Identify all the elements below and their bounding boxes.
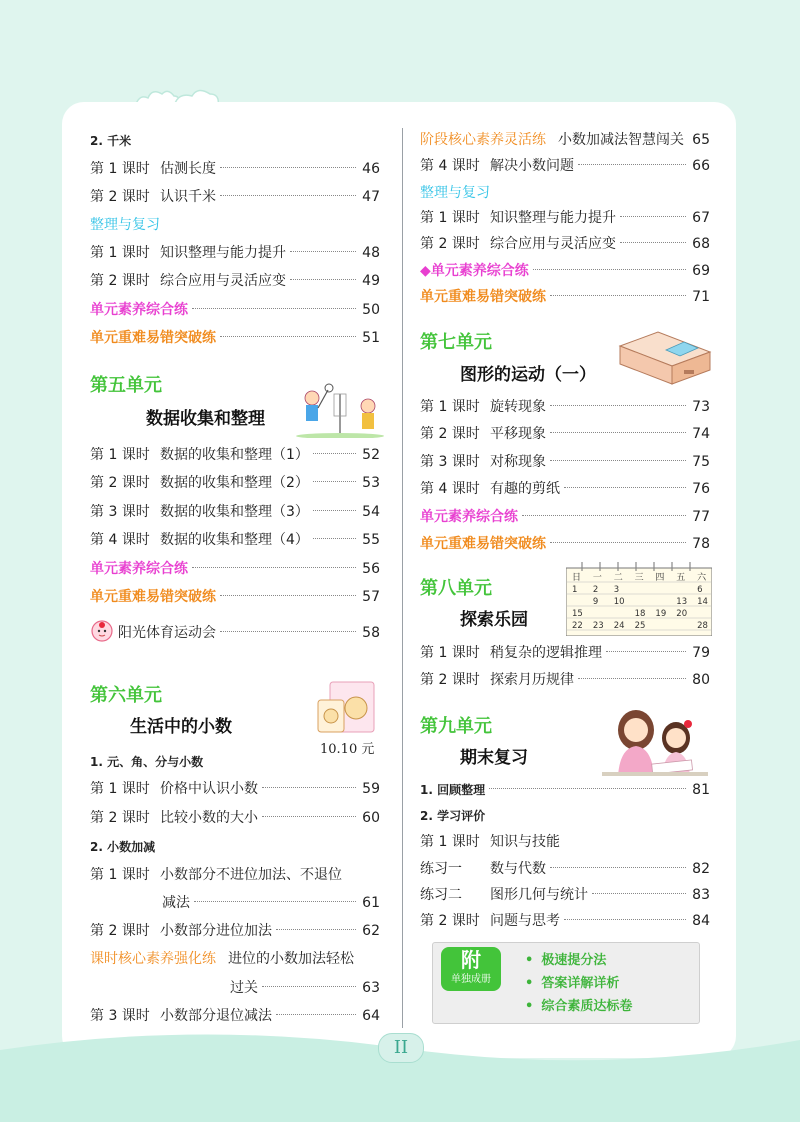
dot-leader	[313, 538, 356, 539]
dot-leader	[192, 567, 356, 568]
column-divider	[402, 128, 403, 1028]
toc-entry[interactable]: 第 1 课时 知识整理与能力提升 48	[90, 241, 380, 265]
dot-leader	[290, 279, 356, 280]
toc-entry[interactable]: 第 2 课时 认识千米 47	[90, 185, 380, 209]
toc-entry[interactable]: 第 1 课时 知识整理与能力提升 67	[420, 210, 710, 226]
entry-title: 数据的收集和整理（3）	[160, 504, 309, 520]
appendix-box	[432, 942, 700, 1024]
toc-entry[interactable]: 第 3 课时 小数部分退位减法 64	[90, 1008, 380, 1024]
mascot-icon	[90, 619, 114, 643]
unit-name: 图形的运动（一）	[460, 365, 596, 385]
calendar-day: 13	[676, 597, 688, 607]
calendar-day: 15	[572, 609, 583, 619]
toc-entry[interactable]: 第 3 课时 数据的收集和整理（3） 54	[90, 504, 380, 520]
mother-daughter-illustration	[602, 706, 708, 776]
toc-entry-practice[interactable]: 单元素养综合练 56	[90, 561, 380, 577]
dot-leader	[220, 595, 356, 596]
dot-leader	[276, 1014, 356, 1015]
calendar-day: 6	[697, 585, 703, 595]
appendix-item: • 答案详解详析	[525, 972, 632, 995]
unit-title: 第九单元	[420, 716, 492, 737]
entry-title: 知识整理与能力提升	[490, 210, 616, 226]
calendar-day: 10	[613, 597, 625, 607]
entry-title: 阳光体育运动会	[118, 625, 216, 641]
dot-leader	[522, 515, 686, 516]
dot-leader	[620, 242, 686, 243]
unit-title: 第七单元	[420, 332, 492, 353]
section-title: 1. 元、角、分与小数	[90, 755, 204, 769]
entry-title: 问题与思考	[490, 913, 560, 929]
dot-leader	[489, 788, 686, 789]
entry-title: 比较小数的大小	[160, 810, 258, 826]
toc-entry[interactable]: 第 1 课时 旋转现象 73	[420, 399, 710, 415]
dot-leader	[578, 678, 686, 679]
unit-name: 数据收集和整理	[146, 409, 265, 429]
entry-title: 对称现象	[490, 454, 546, 470]
toc-entry[interactable]: 第 4 课时 有趣的剪纸 76	[420, 481, 710, 497]
toc-entry-practice[interactable]: 单元素养综合练 50	[90, 302, 380, 318]
unit-name: 期末复习	[460, 748, 528, 768]
entry-title: 认识千米	[160, 189, 216, 205]
entry-title: 数据的收集和整理（4）	[160, 532, 309, 548]
page-number: II	[378, 1033, 424, 1063]
toc-entry-breakthrough[interactable]: 单元重难易错突破练 57	[90, 589, 380, 605]
toc-entry[interactable]: 练习二 图形几何与统计 83	[420, 887, 710, 903]
calendar-day: 2	[592, 585, 599, 595]
dot-leader	[220, 167, 356, 168]
dot-leader	[564, 487, 686, 488]
dot-leader	[262, 986, 356, 987]
toc-entry-breakthrough[interactable]: 单元重难易错突破练 51	[90, 330, 380, 346]
toc-entry[interactable]: 第 4 课时 解决小数问题 66	[420, 158, 710, 174]
unit-name: 探索乐园	[460, 610, 528, 630]
toc-entry[interactable]: 第 2 课时 综合应用与灵活应变 49	[90, 269, 380, 293]
page-ref: 46	[362, 161, 380, 177]
toc-entry[interactable]: 第 2 课时 问题与思考 84	[420, 913, 710, 929]
dot-leader	[550, 460, 686, 461]
toc-entry[interactable]: 第 1 课时 价格中认识小数 59	[90, 781, 380, 797]
toc-entry[interactable]: 第 2 课时 综合应用与灵活应变 68	[420, 236, 710, 252]
unit-title: 第五单元	[90, 375, 162, 396]
entry-title: 数据的收集和整理（2）	[160, 475, 309, 491]
dot-leader	[313, 453, 356, 454]
calendar-weekday: 二	[613, 573, 623, 583]
dot-leader	[550, 867, 686, 868]
dot-leader	[290, 251, 356, 252]
dot-leader	[194, 901, 356, 902]
toc-entry-continuation[interactable]: 减法 61	[162, 895, 380, 911]
page-ref: 49	[362, 273, 380, 289]
toc-entry-special-first-line[interactable]: 课时核心素养强化练 进位的小数加法轻松	[90, 951, 354, 967]
review-heading: 整理与复习	[420, 185, 490, 201]
calendar-weekday: 一	[592, 573, 602, 583]
toc-entry-activity[interactable]: 阳光体育运动会 58	[90, 619, 380, 643]
calendar-day: 18	[634, 609, 646, 619]
badminton-kids-illustration	[294, 376, 386, 438]
dot-leader	[313, 481, 356, 482]
entry-title: 稍复杂的逻辑推理	[490, 645, 602, 661]
unit-name: 生活中的小数	[130, 717, 232, 737]
appendix-item: • 极速提分法	[525, 949, 632, 972]
entry-title: 探索月历规律	[490, 672, 574, 688]
sliding-drawer-illustration	[612, 330, 712, 386]
dot-leader	[550, 542, 686, 543]
dot-leader	[220, 631, 356, 632]
calendar-weekday: 五	[676, 573, 686, 583]
dot-leader	[313, 510, 356, 511]
entry-title: 图形几何与统计	[490, 887, 588, 903]
review-heading: 整理与复习	[90, 217, 160, 233]
calendar-day: 20	[676, 609, 688, 619]
price-tag-illustration	[316, 678, 382, 736]
toc-entry-practice[interactable]: ◆单元素养综合练 69	[420, 263, 710, 279]
dot-leader	[276, 929, 356, 930]
calendar-weekday: 六	[697, 573, 707, 583]
calendar-day: 14	[697, 597, 708, 607]
entry-title: 数与代数	[490, 861, 546, 877]
toc-entry[interactable]: 练习一 数与代数 82	[420, 861, 710, 877]
toc-entry-stage[interactable]: 阶段核心素养灵活练 小数加减法智慧闯关 65	[420, 132, 710, 148]
appendix-list	[525, 949, 632, 1018]
unit-title: 第八单元	[420, 578, 492, 599]
calendar-day: 24	[613, 621, 625, 631]
toc-entry[interactable]: 第 2 课时 小数部分进位加法 62	[90, 923, 380, 939]
calendar-day: 1	[572, 585, 578, 595]
calendar-day: 9	[592, 597, 599, 607]
toc-entry[interactable]: 第 2 课时 数据的收集和整理（2） 53	[90, 475, 380, 491]
toc-entry-section[interactable]: 1. 回顾整理 81	[420, 782, 710, 798]
entry-title: 估测长度	[160, 161, 216, 177]
dot-leader	[550, 432, 686, 433]
unit-title: 第六单元	[90, 685, 162, 706]
toc-entry[interactable]: 第 2 课时 探索月历规律 80	[420, 672, 710, 688]
calendar-weekday: 日	[572, 573, 582, 583]
toc-entry[interactable]: 第 2 课时 平移现象 74	[420, 426, 710, 442]
section-title: 2. 小数加减	[90, 840, 156, 854]
calendar-weekday: 四	[655, 573, 665, 583]
entry-title: 有趣的剪纸	[490, 481, 560, 497]
calendar-day: 28	[697, 621, 708, 631]
entry-title: 小数部分退位减法	[160, 1008, 272, 1024]
entry-title: 小数部分进位加法	[160, 923, 272, 939]
entry-title: 解决小数问题	[490, 158, 574, 174]
dot-leader	[564, 919, 686, 920]
calendar-day: 3	[613, 585, 620, 595]
page-ref: 47	[362, 189, 380, 205]
entry-title: 旋转现象	[490, 399, 546, 415]
toc-entry-first-line[interactable]: 第 1 课时 小数部分不进位加法、不退位	[90, 867, 342, 883]
entry-title: 综合应用与灵活应变	[490, 236, 616, 252]
calendar-day: 19	[655, 609, 667, 619]
entry-title: 小数部分不进位加法、不退位	[160, 867, 342, 883]
dot-leader	[262, 816, 356, 817]
toc-entry-practice[interactable]: 单元素养综合练 77	[420, 509, 710, 525]
entry-title: 知识整理与能力提升	[160, 245, 286, 261]
entry-title: 平移现象	[490, 426, 546, 442]
calendar-day: 25	[634, 621, 646, 631]
toc-entry[interactable]: 第 1 课时 数据的收集和整理（1） 52	[90, 447, 380, 463]
dot-leader	[192, 308, 356, 309]
dot-leader	[592, 893, 686, 894]
calendar-day: 22	[572, 621, 583, 631]
toc-entry[interactable]: 第 2 课时 比较小数的大小 60	[90, 810, 380, 826]
dot-leader	[550, 295, 686, 296]
toc-entry[interactable]: 第 4 课时 数据的收集和整理（4） 55	[90, 532, 380, 548]
section-title: 2. 学习评价	[420, 809, 486, 823]
dot-leader	[620, 216, 686, 217]
entry-title: 数据的收集和整理（1）	[160, 447, 309, 463]
appendix-badge: 附 单独成册	[441, 947, 501, 991]
toc-entry-breakthrough[interactable]: 单元重难易错突破练 78	[420, 536, 710, 552]
dot-leader	[550, 405, 686, 406]
dot-leader	[606, 651, 686, 652]
dot-leader	[578, 164, 686, 165]
toc-entry-continuation[interactable]: 过关 63	[230, 980, 380, 996]
toc-entry[interactable]: 第 1 课时 估测长度 46	[90, 157, 380, 181]
toc-entry[interactable]: 第 3 课时 对称现象 75	[420, 454, 710, 470]
calendar-illustration	[566, 562, 712, 636]
entry-title: 价格中认识小数	[160, 781, 258, 797]
page-ref: 48	[362, 245, 380, 261]
dot-leader	[220, 336, 356, 337]
section-title: 2. 千米	[90, 134, 132, 148]
dot-leader	[220, 195, 356, 196]
appendix-item: • 综合素质达标卷	[525, 995, 632, 1018]
lesson-heading: 第 1 课时 知识与技能	[420, 834, 560, 850]
price-caption: 10.10 元	[320, 742, 375, 757]
calendar-weekday: 三	[634, 573, 644, 583]
entry-title: 综合应用与灵活应变	[160, 273, 286, 289]
dot-leader	[533, 269, 686, 270]
calendar-day: 23	[592, 621, 604, 631]
toc-entry-breakthrough[interactable]: 单元重难易错突破练 71	[420, 289, 710, 305]
dot-leader	[262, 787, 356, 788]
toc-entry[interactable]: 第 1 课时 稍复杂的逻辑推理 79	[420, 645, 710, 661]
